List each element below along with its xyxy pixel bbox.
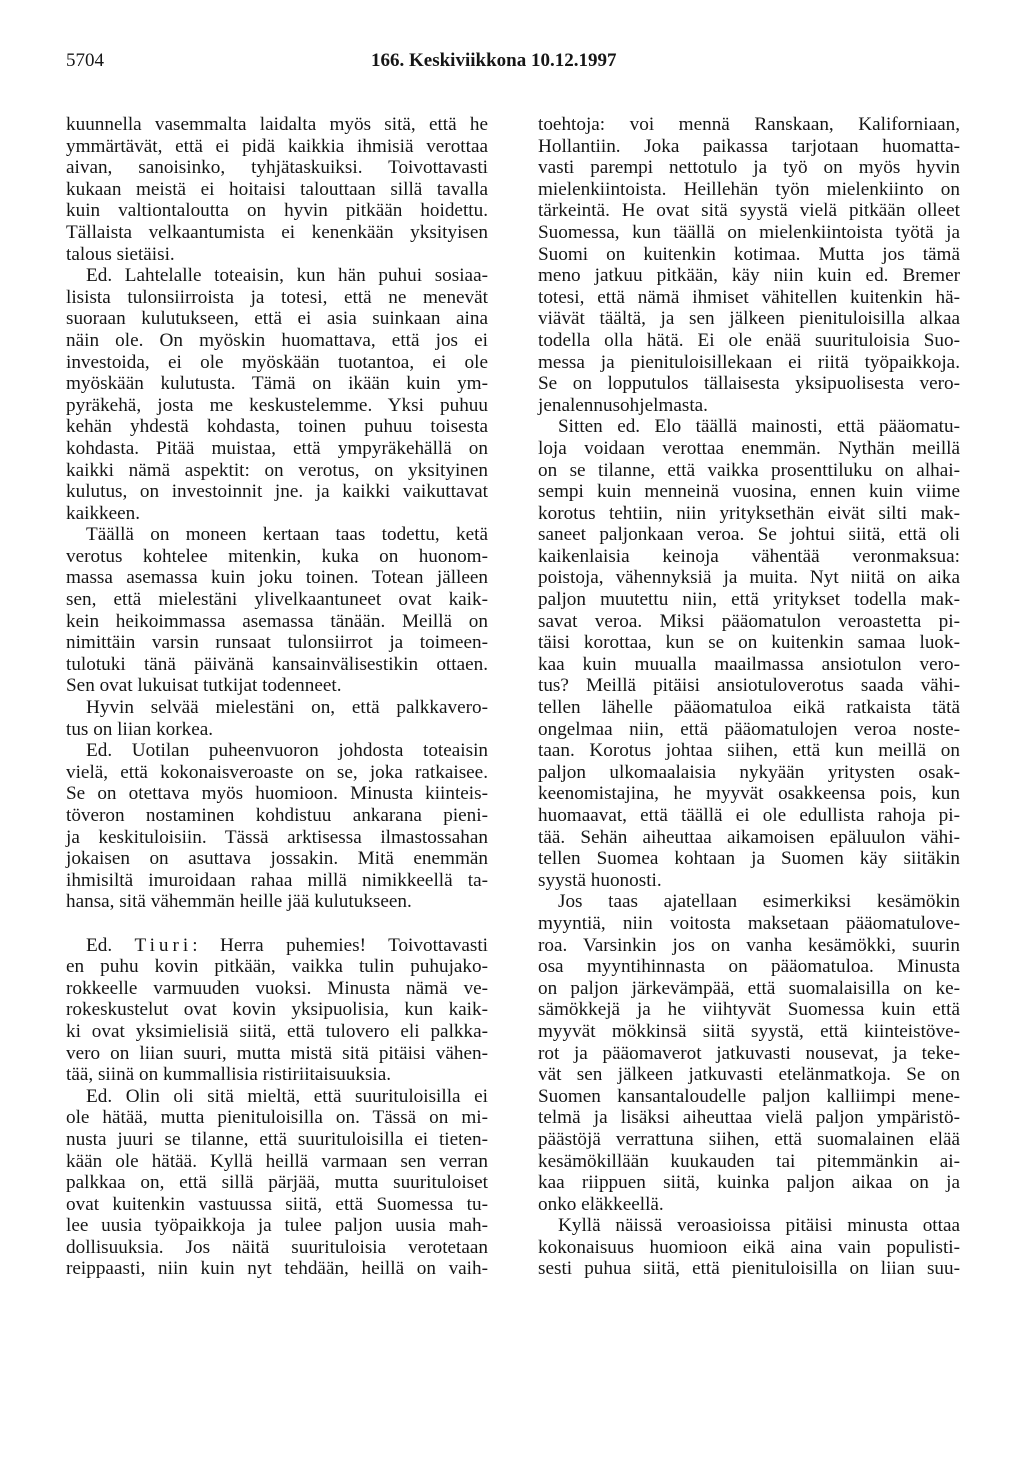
text-line: taan. Korotus johtaa siihen, että kun meillä on xyxy=(538,740,960,762)
text-line: meno jatkuu pitkään, käy niin kuin ed. Bremer xyxy=(538,265,960,287)
text-line: sesti puhua siitä, että pienituloisilla on liian suu- xyxy=(538,1258,960,1280)
text-line: ja keskituloisiin. Tässä arktisessa ilmastossahan xyxy=(66,826,488,848)
text-line: totesi, että nämä ihmiset vähitellen kuitenkin hä- xyxy=(538,286,960,308)
paragraph-gap xyxy=(66,913,488,935)
left-column xyxy=(66,114,488,1280)
text-line: rot ja pääomaverot jatkuvasti nousevat, ja teke- xyxy=(538,1042,960,1064)
text-line: Ed. Uotilan puheenvuoron johdosta toteaisin xyxy=(86,740,488,762)
text-line: kohdasta. Pitää muistaa, että ympyräkehällä on xyxy=(66,437,488,459)
text-line: tää, siinä on kummallisia ristiriitaisuuksia. xyxy=(66,1064,392,1086)
text-line: Tällaista velkaantumista ei kenenkään yksityisen xyxy=(66,221,488,243)
text-line: ymmärtävät, että ei pidä kaikkia ihmisiä verottaa xyxy=(66,135,488,157)
text-line: en puhu kovin pitkään, vaikka tulin puhujako- xyxy=(66,956,488,978)
paragraph xyxy=(538,1215,960,1280)
paragraph xyxy=(538,114,960,416)
text-line: päästöjä verrattuna siihen, että suomalainen elää xyxy=(538,1128,960,1150)
text-line: palkkaa on, että sillä pärjää, mutta suurituloiset xyxy=(66,1172,488,1194)
text-line: viävät täältä, ja sen jälkeen pienituloisilla alkaa xyxy=(538,308,960,330)
text-line: ovat kuitenkin vastuussa siitä, että Suomessa tu- xyxy=(66,1193,488,1215)
text-line: ki ovat yksimielisiä siitä, että tulovero eli palkka- xyxy=(66,1020,488,1042)
text-line: vät sen jälkeen jatkuvasti etelänmatkoja. Se on xyxy=(538,1064,960,1086)
text-line: onko eläkkeellä. xyxy=(538,1193,664,1215)
text-line: myyntiä, niin voitosta maksetaan pääomatulove- xyxy=(538,912,960,934)
speaker-intro-text: : Herra puhemies! Toivottavasti xyxy=(192,934,488,956)
text-line: Ed. Olin oli sitä mieltä, että suurituloisilla ei xyxy=(86,1085,488,1107)
text-line: paljon ulkomaalaisia nykyään yritysten osak- xyxy=(538,761,960,783)
paragraph xyxy=(66,114,488,265)
text-line: toehtoja: voi mennä Ranskaan, Kaliforniaan, xyxy=(538,114,960,135)
text-line: suoraan kulutukseen, että ei asia suinkaan aina xyxy=(66,308,488,330)
text-line: kein heikoimmassa asemassa tänään. Meillä on xyxy=(66,610,488,632)
session-title: 166. Keskiviikkona 10.12.1997 xyxy=(371,50,617,71)
text-line: tellen lähelle pääomatuloa eikä ratkaista tätä xyxy=(538,697,960,719)
text-line: Sitten ed. Elo täällä mainosti, että pääomatu- xyxy=(558,416,960,438)
speaker-prefix: Ed. xyxy=(86,934,113,956)
text-line: tus on liian korkea. xyxy=(66,718,214,740)
text-line: saneet paljonkaan veroa. Se johtui siitä, että oli xyxy=(538,524,960,546)
text-line: telmä ja lisäksi aiheuttaa vielä paljon ympäristö- xyxy=(538,1107,960,1129)
text-line: lisista tulonsiirroista ja totesi, että ne menevät xyxy=(66,286,488,308)
text-line: loja voidaan verottaa enemmän. Nythän meillä xyxy=(538,437,960,459)
text-line: syystä huonosti. xyxy=(538,869,662,891)
text-line: myöskään kulutusta. Tämä on ikään kuin ym- xyxy=(66,373,488,395)
text-line: on paljon järkevämpää, että suomalaisilla on ke- xyxy=(538,977,960,999)
paragraph xyxy=(66,935,488,1086)
paragraph xyxy=(66,697,488,740)
text-line: näin ole. On myöskin huomattava, että jos ei xyxy=(66,329,488,351)
text-line: ongelmaa niin, että pääomatulojen veroa noste- xyxy=(538,718,960,740)
text-line: kuunnella vasemmalta laidalta myös sitä, että he xyxy=(66,114,488,135)
text-line: sen, että mielestäni ylivelkaantuneet ovat kaik- xyxy=(66,589,488,611)
text-line: korotus tehtiin, niin yrityksethän eivät silti mak- xyxy=(538,502,960,524)
text-line: jenalennusohjelmasta. xyxy=(538,394,708,416)
paragraph xyxy=(66,740,488,913)
text-line: reippaasti, niin kuin nyt tehdään, heillä on vaih- xyxy=(66,1258,488,1280)
page-header xyxy=(66,50,962,80)
text-line: kukaan meistä ei hoitaisi talouttaan sillä tavalla xyxy=(66,178,488,200)
text-line: ole hätää, mutta pienituloisilla on. Tässä on mi- xyxy=(66,1107,488,1129)
speaker-name: Tiuri xyxy=(134,934,193,956)
page-number: 5704 xyxy=(66,50,104,71)
text-line: kaikki nämä aspektit: on verotus, on yksityinen xyxy=(66,459,488,481)
text-line: kehän yhdestä kohdasta, toinen puhuu toisesta xyxy=(66,416,488,438)
text-line: vasti parempi nettotulo ja työ on myös hyvin xyxy=(538,157,960,179)
paragraph xyxy=(538,891,960,1215)
speaker-intro-line xyxy=(66,935,488,957)
text-line: tellen Suomea kohtaan ja Suomen käy siitäkin xyxy=(538,848,960,870)
text-line: Se on otettava myös huomioon. Minusta kiinteis- xyxy=(66,783,488,805)
text-line: Suomi on kuitenkin kotimaa. Mutta jos tämä xyxy=(538,243,960,265)
text-line: jokaisen on asuttava jossakin. Mitä enemmän xyxy=(66,848,488,870)
text-line: massa asemassa kuin joku toinen. Totean jälleen xyxy=(66,567,488,589)
text-line: investoida, ei ole myöskään tuotantoa, ei ole xyxy=(66,351,488,373)
text-line: on se tilanne, että vaikka prosenttiluku on alhai- xyxy=(538,459,960,481)
text-line: rokkeelle varmuuden vuoksi. Minusta nämä ve- xyxy=(66,977,488,999)
text-line: Täällä on moneen kertaan taas todettu, ketä xyxy=(86,524,488,546)
text-line: Kyllä näissä veroasioissa pitäisi minusta ottaa xyxy=(558,1215,960,1237)
text-line: kuin valtiontaloutta on hyvin pitkään hoidettu. xyxy=(66,200,488,222)
text-line: roa. Varsinkin jos on vanha kesämökki, suurin xyxy=(538,934,960,956)
text-line: sämökkejä ja he viihtyvät Suomessa kuin että xyxy=(538,999,960,1021)
text-line: lee uusia työpaikkoja ja tulee paljon uusia mah- xyxy=(66,1215,488,1237)
text-line: savat veroa. Miksi pääomatulon veroastetta pi- xyxy=(538,610,960,632)
text-line: Suomessa, kun täällä on mielenkiintoista työtä ja xyxy=(538,221,960,243)
text-line: Hyvin selvää mielestäni on, että palkkavero- xyxy=(86,697,488,719)
text-line: nimittäin varsin runsaat tulonsiirrot ja toimeen- xyxy=(66,632,488,654)
text-line: hansa, sitä vähemmän heille jää kulutukseen. xyxy=(66,891,412,913)
text-line: pyräkehä, josta me keskustelemme. Yksi puhuu xyxy=(66,394,488,416)
text-line: talous sietäisi. xyxy=(66,243,175,265)
text-line: täisi korottaa, kun se on kuitenkin samaa luok- xyxy=(538,632,960,654)
text-line: myyvät mökkinsä siitä syystä, että kiinteistöve- xyxy=(538,1020,960,1042)
text-line: Jos taas ajatellaan esimerkiksi kesämökin xyxy=(558,891,960,913)
text-line: Ed. Lahtelalle toteaisin, kun hän puhui sosiaa- xyxy=(86,265,488,287)
text-line: tus? Meillä pitäisi ansiotuloverotus saada vähi- xyxy=(538,675,960,697)
text-line: aivan, sanoisinko, tyhjätaskuiksi. Toivottavasti xyxy=(66,157,488,179)
text-line: paljon muutettu niin, että yritykset todella mak- xyxy=(538,589,960,611)
text-line: kaa kuin muualla maailmassa ansiotulon vero- xyxy=(538,653,960,675)
text-line: kaa riippuen siitä, kuinka paljon aikaa on ja xyxy=(538,1172,960,1194)
text-line: kokonaisuus huomioon eikä aina vain populisti- xyxy=(538,1236,960,1258)
paragraph xyxy=(66,1086,488,1280)
text-line: Hollantiin. Joka paikassa tarjotaan huomatta- xyxy=(538,135,960,157)
text-line: kään ole hätää. Kyllä heillä varmaan sen verran xyxy=(66,1150,488,1172)
right-column xyxy=(538,114,960,1280)
text-line: rokeskustelut ovat kovin yksipuolisia, kun kaik- xyxy=(66,999,488,1021)
text-line: dollisuuksia. Jos näitä suurituloisia verotetaan xyxy=(66,1236,488,1258)
text-line: kaikenlaisia keinoja vähentää veronmaksua: xyxy=(538,545,960,567)
text-line: Suomen kansantaloudelle paljon kalliimpi mene- xyxy=(538,1085,960,1107)
text-line: tulotuki tänä päivänä kansainvälisestikin ottaen. xyxy=(66,653,488,675)
text-line: todella olla hätä. Ei ole enää suurituloisia Suo- xyxy=(538,329,960,351)
text-line: vielä, että kokonaisveroaste on se, joka ratkaisee. xyxy=(66,761,488,783)
text-line: töveron nostaminen kohdistuu ankarana pieni- xyxy=(66,805,488,826)
text-line: kulutus, on investoinnit jne. ja kaikki vaikuttavat xyxy=(66,481,488,503)
text-line: Sen ovat lukuisat tutkijat todenneet. xyxy=(66,675,342,697)
text-line: messa ja pienituloisillekaan ei riitä työpaikkoja. xyxy=(538,351,960,373)
paragraph xyxy=(66,524,488,697)
text-line: sempi kuin menneinä vuosina, ennen kuin viime xyxy=(538,481,960,503)
text-line: verotus kohtelee mitenkin, kuka on huonom- xyxy=(66,545,488,567)
text-line: nusta juuri se tilanne, että suurituloisilla ei tieten- xyxy=(66,1128,488,1150)
text-line: kaikkeen. xyxy=(66,502,141,524)
text-line: tärkeintä. He ovat sitä syystä vielä pitkään olleet xyxy=(538,200,960,222)
text-line: Se on lopputulos tällaisesta yksipuolisesta vero- xyxy=(538,373,960,395)
text-line: poistoja, vähennyksiä ja muita. Nyt niitä on aika xyxy=(538,567,960,589)
text-line: huomaavat, että täällä ei ole edullista rahoja pi- xyxy=(538,805,960,826)
text-line: mielenkiintoista. Heillehän työn mielenkiinto on xyxy=(538,178,960,200)
text-line: keenomistajina, he myyvät osakkeensa pois, kun xyxy=(538,783,960,805)
text-line: tää. Sehän aiheuttaa aikamoisen epäluulon vähi- xyxy=(538,826,960,848)
text-line: vero on liian suuri, mutta mistä sitä pitäisi vähen- xyxy=(66,1042,488,1064)
paragraph xyxy=(66,265,488,524)
text-line: kesämökillään kuukauden tai pitemmänkin ai- xyxy=(538,1150,960,1172)
text-line: ihmisiltä imuroidaan rahaa millä nimikkeellä ta- xyxy=(66,869,488,891)
paragraph xyxy=(538,416,960,891)
text-line: osa myyntihinnasta on pääomatuloa. Minusta xyxy=(538,956,960,978)
